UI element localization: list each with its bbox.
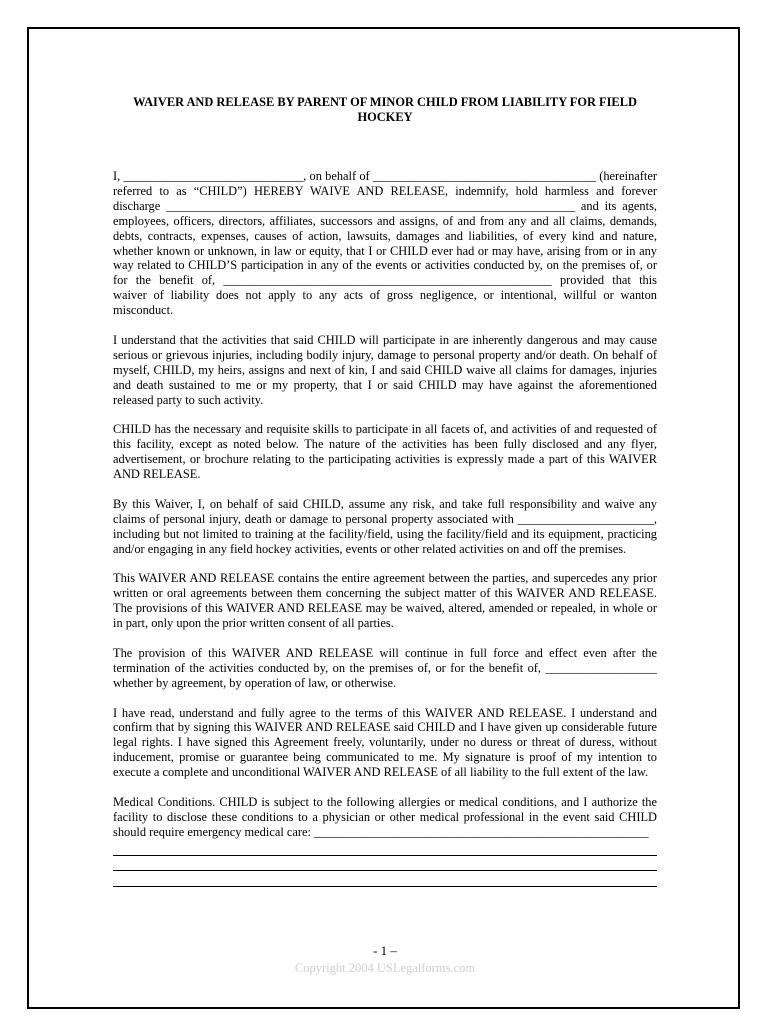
medical-conditions-blank-line[interactable] (113, 840, 657, 856)
paragraph-entire-agreement: This WAIVER AND RELEASE contains the entire agreement between the parties, and supercedes any prior written or oral agreements between them concerning the subject matter of this WAIVER AND RELEASE. The provisions of this WAIVER AND RELEASE may be waived, altered, amended or repealed, in whole or in part, only upon the prior written consent of all parties. (113, 571, 657, 631)
medical-conditions-blank-line[interactable] (113, 871, 657, 887)
paragraph-release-clause: I, _____________________________, on behalf of ____________________________________ (hereinafter referred to as “CHILD”) HEREBY WAIVE AND RELEASE, indemnify, hold harmless and forever discharge __________________________________________________________________ and its agents, employees, officers, directors, affiliates, successors and assigns, of and from any and all claims, demands, debts, contracts, expenses, causes of action, lawsuits, damages and liabilities, of every kind and nature, whether known or unknown, in law or equity, that I or CHILD ever had or may have, arising from or in any way related to CHILD’S participation in any of the events or activities conducted by, on the premises of, or for the benefit of, _____________________________________________________ provided that this waiver of liability does not apply to any acts of gross negligence, or intentional, willful or wanton misconduct. (113, 169, 657, 318)
paragraph-acknowledgement: I have read, understand and fully agree to the terms of this WAIVER AND RELEASE. I understand and confirm that by signing this WAIVER AND RELEASE said CHILD and I have given up considerable future legal rights. I have signed this Agreement freely, voluntarily, under no duress or threat of duress, without inducement, promise or guarantee being communicated to me. My signature is proof of my intention to execute a complete and unconditional WAIVER AND RELEASE of all liability to the full extent of the law. (113, 705, 657, 780)
medical-conditions-blank-line[interactable] (113, 856, 657, 872)
paragraph-assumption-of-risk: By this Waiver, I, on behalf of said CHILD, assume any risk, and take full responsibility and waive any claims of personal injury, death or damage to personal property associated with ______________________, including but not limited to training at the facility/field, using the facility/field and its equipment, practicing and/or engaging in any field hockey activities, events or other related activities on and off the premises. (113, 496, 657, 556)
page-number: - 1 – (373, 943, 397, 958)
document-title: WAIVER AND RELEASE BY PARENT OF MINOR CHILD FROM LIABILITY FOR FIELD HOCKEY (133, 95, 637, 124)
paragraph-medical-conditions: Medical Conditions. CHILD is subject to the following allergies or medical conditions, and I authorize the facility to disclose these conditions to a physician or other medical professional in the event said CHILD should require emergency medical care: ______________________________________________________ (113, 794, 657, 839)
paragraph-child-skills: CHILD has the necessary and requisite skills to participate in all facets of, and activities of and requested of this facility, except as noted below. The nature of the activities has been fully disclosed and any flyer, advertisement, or brochure relating to the participating activities is expressly made a part of this WAIVER AND RELEASE. (113, 422, 657, 482)
paragraph-inherent-danger: I understand that the activities that said CHILD will participate in are inherently dangerous and may cause serious or grievous injuries, including bodily injury, damage to personal property and/or death. On behalf of myself, CHILD, my heirs, assigns and next of kin, I and said CHILD waive all claims for damages, injuries and death sustained to me or my property, that I or said CHILD may have against the aforementioned released party to such activity. (113, 332, 657, 407)
paragraph-survival: The provision of this WAIVER AND RELEASE will continue in full force and effect even after the termination of the activities conducted by, on the premises of, or for the benefit of, __________________ whether by agreement, by operation of law, or otherwise. (113, 645, 657, 690)
copyright-notice: Copyright 2004 USLegalforms.com (294, 961, 476, 975)
document-body (113, 95, 657, 887)
